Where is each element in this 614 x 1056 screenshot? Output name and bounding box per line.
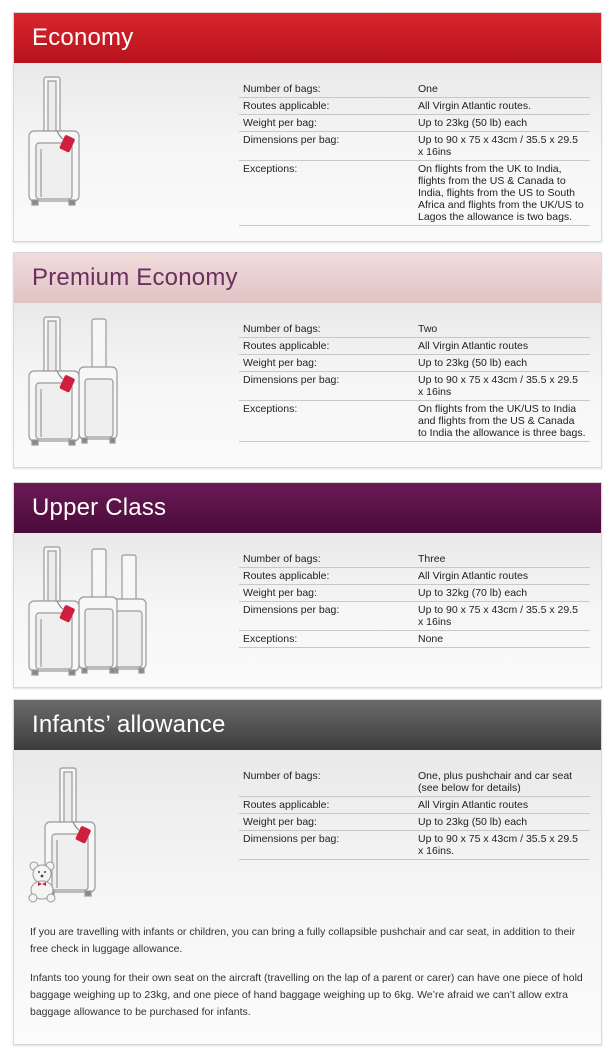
row-label: Number of bags: <box>243 770 321 782</box>
row-value: Up to 90 x 75 x 43cm / 35.5 x 29.5 x 16ins. <box>418 833 578 857</box>
row-value: Up to 32kg (70 lb) each <box>418 587 528 599</box>
suitcase-icon <box>26 313 126 448</box>
row-value: All Virgin Atlantic routes <box>418 570 529 582</box>
suitcase-icon <box>26 764 126 904</box>
row-label: Exceptions: <box>243 633 298 645</box>
table-row <box>239 768 590 797</box>
row-value: Two <box>418 323 438 335</box>
row-value: Up to 90 x 75 x 43cm / 35.5 x 29.5 x 16ins <box>418 604 578 628</box>
row-label: Weight per bag: <box>243 587 317 599</box>
table-row <box>239 115 590 132</box>
table-row <box>239 568 590 585</box>
row-label: Number of bags: <box>243 83 321 95</box>
table-row <box>239 81 590 98</box>
row-value: One, plus pushchair and car seat (see below for details) <box>418 770 573 794</box>
row-label: Weight per bag: <box>243 357 317 369</box>
table-row <box>239 551 590 568</box>
row-label: Weight per bag: <box>243 117 317 129</box>
table-row <box>239 631 590 648</box>
row-value: All Virgin Atlantic routes. <box>418 100 532 112</box>
economy-header <box>14 13 601 63</box>
row-value: One <box>418 83 438 95</box>
table-row <box>239 814 590 831</box>
table-row <box>239 355 590 372</box>
row-value: On flights from the UK/US to India and flights from the US & Canada to India the allowance is three bags. <box>418 403 586 439</box>
economy-body <box>14 63 601 241</box>
row-value: All Virgin Atlantic routes <box>418 340 529 352</box>
upper-header <box>14 483 601 533</box>
row-value: All Virgin Atlantic routes <box>418 799 529 811</box>
row-value: None <box>418 633 444 645</box>
row-value: Three <box>418 553 446 565</box>
row-label: Number of bags: <box>243 553 321 565</box>
row-value: Up to 23kg (50 lb) each <box>418 357 528 369</box>
table-row <box>239 401 590 442</box>
economy-card <box>13 12 602 242</box>
row-label: Routes applicable: <box>243 340 330 352</box>
row-label: Dimensions per bag: <box>243 604 340 616</box>
row-label: Routes applicable: <box>243 799 330 811</box>
premium-title: Premium Economy <box>32 264 238 291</box>
row-label: Number of bags: <box>243 323 321 335</box>
row-value: Up to 90 x 75 x 43cm / 35.5 x 29.5 x 16ins <box>418 374 578 398</box>
table-row <box>239 132 590 161</box>
row-label: Routes applicable: <box>243 570 330 582</box>
table-row <box>239 831 590 860</box>
table-row <box>239 321 590 338</box>
premium-body <box>14 303 601 467</box>
row-value: Up to 23kg (50 lb) each <box>418 117 528 129</box>
table-row <box>239 338 590 355</box>
premium-card <box>13 252 602 468</box>
infants-body <box>14 750 601 1044</box>
row-label: Exceptions: <box>243 403 298 415</box>
infants-paragraph-baggage: Infants too young for their own seat on the aircraft (travelling on the lap of a parent or carer) can have one piece of hold baggage weighing up to 23kg, and one piece of hand baggage weighing up to 6kg. We’re afraid we can’t allow extra baggage allowance to be purchased for infants. <box>30 972 583 1018</box>
row-value: Up to 90 x 75 x 43cm / 35.5 x 29.5 x 16ins <box>418 134 578 158</box>
premium-header <box>14 253 601 303</box>
infants-header <box>14 700 601 750</box>
economy-title: Economy <box>32 24 134 51</box>
table-row <box>239 372 590 401</box>
suitcase-icon <box>26 543 156 678</box>
row-label: Weight per bag: <box>243 816 317 828</box>
row-label: Exceptions: <box>243 163 298 175</box>
table-row <box>239 797 590 814</box>
upper-card <box>13 482 602 688</box>
upper-body <box>14 533 601 687</box>
infants-info-table <box>239 768 590 860</box>
row-label: Routes applicable: <box>243 100 330 112</box>
table-row <box>239 585 590 602</box>
row-label: Dimensions per bag: <box>243 374 340 386</box>
row-label: Dimensions per bag: <box>243 833 340 845</box>
table-row <box>239 602 590 631</box>
suitcase-icon <box>26 73 106 208</box>
infants-card <box>13 699 602 1045</box>
row-value: Up to 23kg (50 lb) each <box>418 816 528 828</box>
upper-info-table <box>239 551 590 648</box>
infants-paragraph-pushchair: If you are travelling with infants or children, you can bring a fully collapsible pushchair and car seat, in addition to their free check in luggage allowance. <box>30 926 576 955</box>
table-row <box>239 98 590 115</box>
row-label: Dimensions per bag: <box>243 134 340 146</box>
upper-title: Upper Class <box>32 494 167 521</box>
table-row <box>239 161 590 226</box>
premium-info-table <box>239 321 590 442</box>
infants-title: Infants’ allowance <box>32 711 226 738</box>
row-value: On flights from the UK to India, flights from the US & Canada to India, flights from the US to South Africa and flights from the UK/US to Lagos the allowance is two bags. <box>418 163 584 223</box>
economy-info-table <box>239 81 590 226</box>
